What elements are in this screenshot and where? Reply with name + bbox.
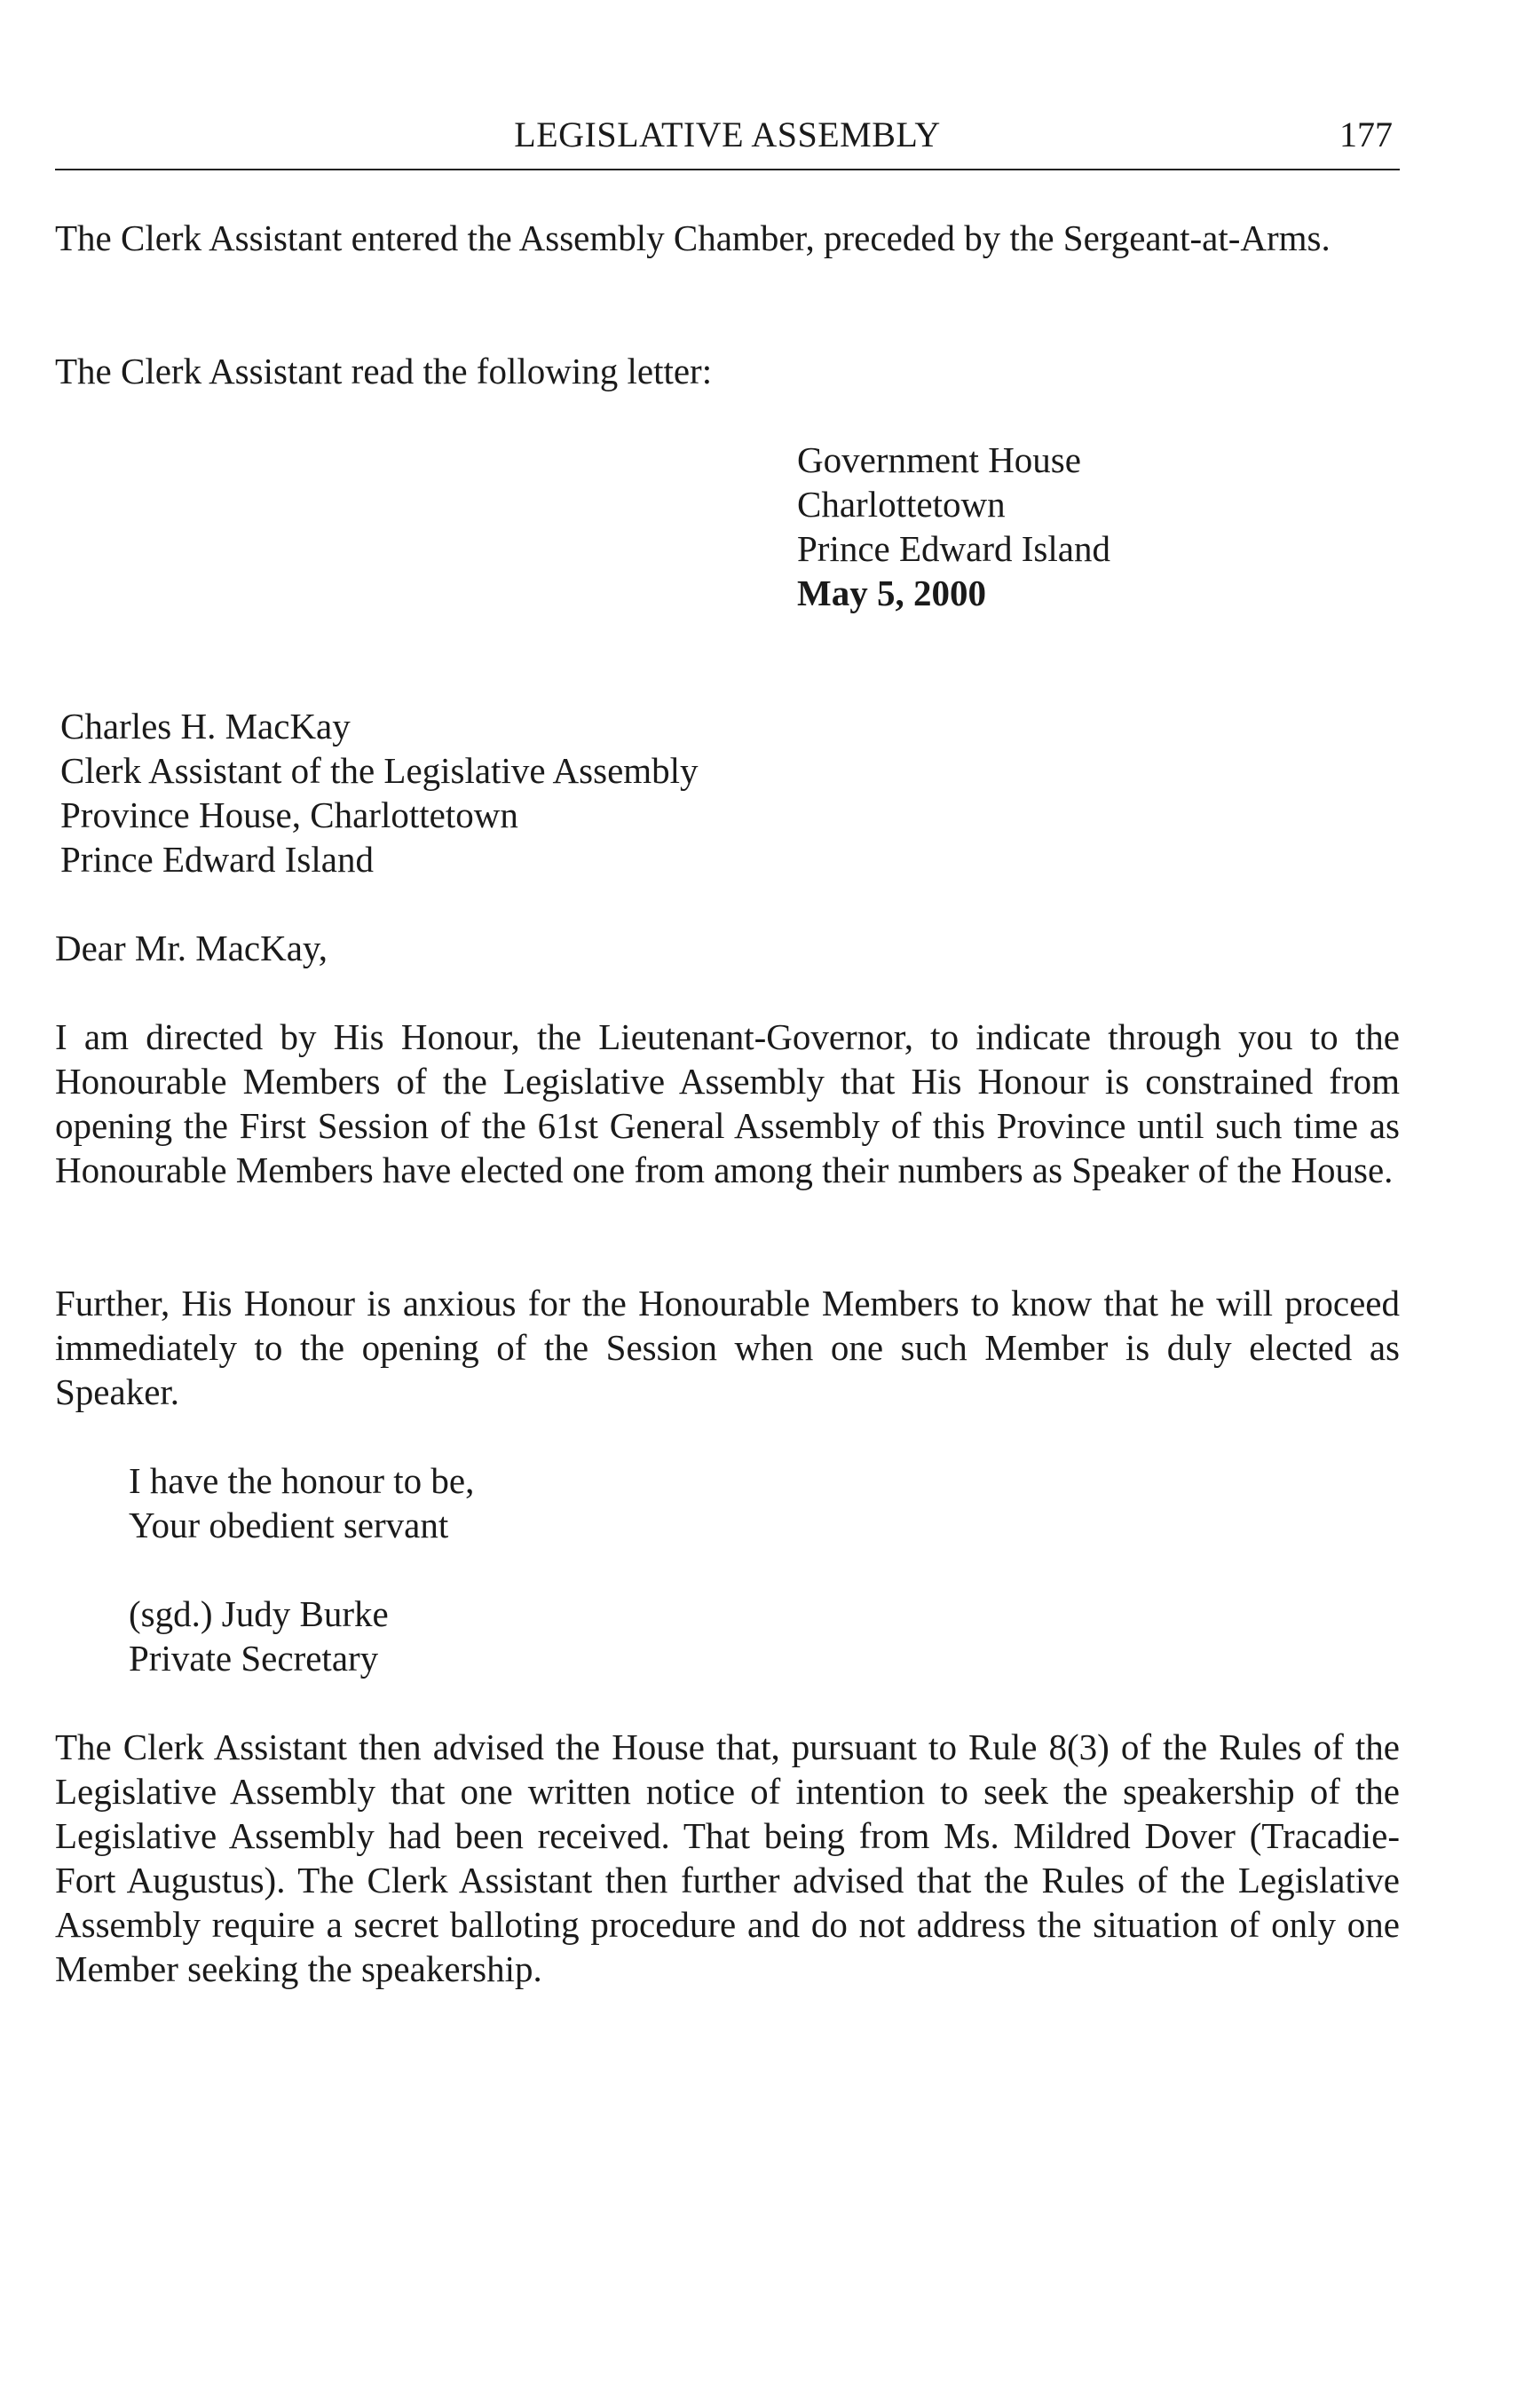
conclusion-paragraph: The Clerk Assistant then advised the House that, pursuant to Rule 8(3) of the Rules of the Legislative Assembly that one written notice of intention to seek the speakership of the Legislative Assembly had been received. That being from Ms. Mildred Dover (Tracadie-Fort Augustus). The Clerk Assistant then further advised that the Rules of the Legislative Assembly require a secret balloting procedure and do not address the situation of only one Member seeking the speakership. [55, 1726, 1400, 1989]
recipient-line: Charles H. MacKay [60, 706, 351, 747]
letter-body-paragraph-2: Further, His Honour is anxious for the Honourable Members to know that he will proceed immediately to the opening of the Session when one such Member is duly elected as Speaker. [55, 1283, 1400, 1412]
running-title: LEGISLATIVE ASSEMBLY [514, 115, 941, 154]
page-number: 177 [1339, 115, 1393, 154]
sender-address-line: Charlottetown [797, 484, 1006, 525]
letter-body-paragraph-1: I am directed by His Honour, the Lieutenant-Governor, to indicate through you to the Honourable Members of the Legislative Assembly that His Honour is constrained from opening the First Session of the 61st General Assembly of this Province until such time as Honourable Members have elected one from among their numbers as Speaker of the House. [55, 1016, 1400, 1190]
salutation: Dear Mr. MacKay, [55, 928, 328, 968]
signature-title: Private Secretary [129, 1638, 379, 1679]
recipient-line: Clerk Assistant of the Legislative Assembly [60, 750, 699, 791]
intro-paragraph-2: The Clerk Assistant read the following letter: [55, 351, 713, 391]
intro-paragraph-1: The Clerk Assistant entered the Assembly Chamber, preceded by the Sergeant-at-Arms. [55, 217, 1331, 258]
recipient-line: Province House, Charlottetown [60, 794, 518, 835]
recipient-line: Prince Edward Island [60, 839, 374, 880]
recipient-address [60, 704, 699, 881]
closing-line: I have the honour to be, [129, 1460, 475, 1501]
signature-block [129, 1592, 389, 1680]
page-header [55, 114, 1400, 170]
sender-address-line: Government House [797, 439, 1081, 480]
closing-line: Your obedient servant [129, 1505, 449, 1545]
signature-name: (sgd.) Judy Burke [129, 1593, 389, 1634]
complimentary-close [129, 1458, 474, 1547]
sender-address-line: Prince Edward Island [797, 528, 1110, 569]
letter-date: May 5, 2000 [797, 573, 986, 613]
sender-address [797, 438, 1110, 615]
